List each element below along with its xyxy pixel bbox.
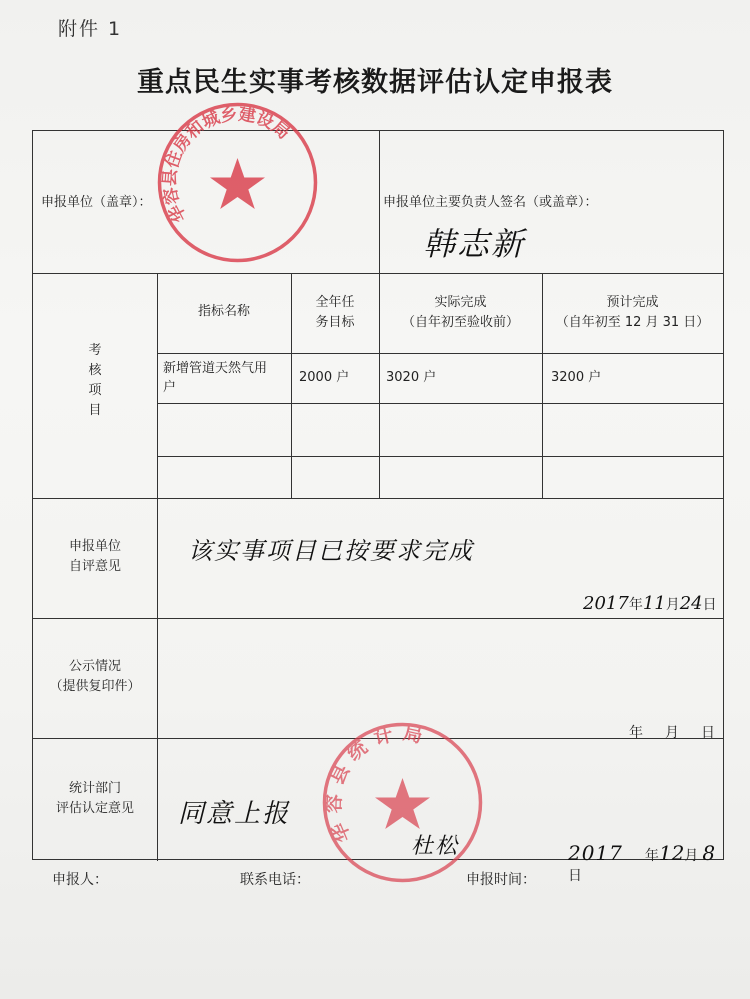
footer-time: 申报时间： bbox=[466, 872, 536, 888]
header-forecast: 预计完成 （自年初至 12 月 31 日） bbox=[555, 295, 710, 330]
indicator-section-label: 考 核 项 目 bbox=[88, 343, 102, 418]
header-target: 全年任 务目标 bbox=[315, 295, 355, 330]
svg-text:华容县统计局: 华容县统计局 bbox=[323, 721, 433, 846]
stats-label: 统计部门 评估认定意见 bbox=[55, 781, 134, 816]
table-row-target: 2000 户 bbox=[299, 370, 350, 385]
leader-label: 申报单位主要负责人签名（或盖章）： bbox=[383, 195, 598, 210]
annex-label: 附件 1 bbox=[58, 18, 123, 40]
footer-reporter: 申报人： bbox=[52, 872, 108, 888]
bottom-seal-stamp bbox=[320, 720, 485, 885]
self-eval-handwriting: 该实事项目已按要求完成 bbox=[188, 537, 474, 565]
leader-signature: 韩志新 bbox=[423, 225, 526, 263]
public-label: 公示情况 （提供复印件） bbox=[49, 659, 141, 694]
table-row-forecast: 3200 户 bbox=[551, 370, 602, 385]
page-title: 重点民生实事考核数据评估认定申报表 bbox=[137, 67, 613, 98]
header-actual: 实际完成 （自年初至验收前） bbox=[401, 295, 519, 330]
unit-label: 申报单位（盖章）： bbox=[41, 195, 152, 210]
header-name: 指标名称 bbox=[197, 304, 250, 319]
table-row-name: 新增管道天然气用 户 bbox=[163, 361, 268, 395]
footer-phone: 联系电话： bbox=[240, 872, 310, 888]
stats-signature: 杜松 bbox=[411, 834, 460, 859]
self-eval-label: 申报单位 自评意见 bbox=[68, 539, 121, 574]
public-date: 年 月 日 bbox=[629, 725, 715, 741]
stats-date: 2017 年12月 8日 bbox=[568, 841, 716, 884]
self-eval-date: 2017年11月24日 bbox=[583, 593, 717, 614]
top-seal-stamp bbox=[155, 100, 320, 265]
svg-text:华容县住房和城乡建设局: 华容县住房和城乡建设局 bbox=[160, 104, 294, 226]
table-row-actual: 3020 户 bbox=[386, 370, 437, 385]
stats-handwriting: 同意上报 bbox=[178, 799, 291, 829]
